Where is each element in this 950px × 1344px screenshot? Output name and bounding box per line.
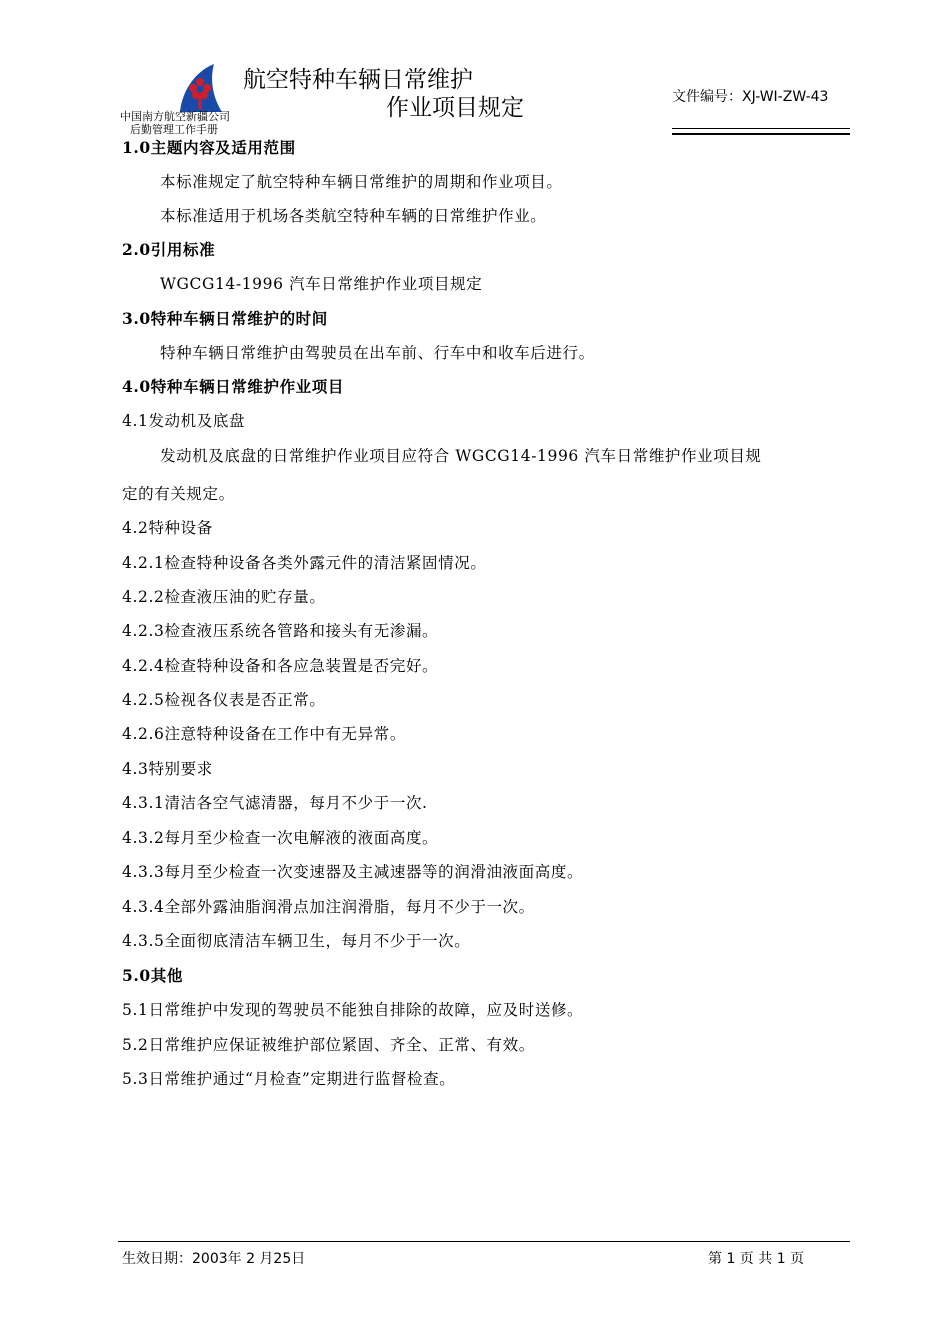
section-5-heading: 5.0其他 bbox=[122, 966, 183, 985]
list-item: 4.2.3检查液压系统各管路和接头有无渗漏。 bbox=[122, 622, 439, 640]
page-title-line2: 作业项目规定 bbox=[386, 95, 524, 121]
section-4-heading: 4.0特种车辆日常维护作业项目 bbox=[122, 377, 344, 396]
document-number: 文件编号：XJ-WI-ZW-43 bbox=[672, 89, 829, 105]
company-name: 中国南方航空新疆公司 bbox=[120, 110, 230, 123]
section-4-3-heading: 4.3特别要求 bbox=[122, 760, 213, 778]
section-2-heading: 2.0引用标准 bbox=[122, 240, 216, 259]
list-item: 5.1日常维护中发现的驾驶员不能独自排除的故障，应及时送修。 bbox=[122, 1001, 584, 1019]
section-4-1-heading: 4.1发动机及底盘 bbox=[122, 412, 246, 430]
section-4-2-heading: 4.2特种设备 bbox=[122, 519, 213, 537]
manual-name: 后勤管理工作手册 bbox=[130, 123, 218, 136]
effective-date: 生效日期：2003年 2 月25日 bbox=[122, 1251, 306, 1267]
list-item: 4.3.2每月至少检查一次电解液的液面高度。 bbox=[122, 829, 439, 847]
list-item: 4.2.6注意特种设备在工作中有无异常。 bbox=[122, 725, 406, 743]
section-1-heading: 1.0主题内容及适用范围 bbox=[122, 138, 296, 157]
section-4-1-para-line1: 发动机及底盘的日常维护作业项目应符合 WGCG14-1996 汽车日常维护作业项目规 bbox=[160, 447, 762, 465]
list-item: 5.3日常维护通过“月检查”定期进行监督检查。 bbox=[122, 1070, 456, 1088]
list-item: 4.3.3每月至少检查一次变速器及主减速器等的润滑油液面高度。 bbox=[122, 863, 584, 881]
section-1-para-2: 本标准适用于机场各类航空特种车辆的日常维护作业。 bbox=[160, 207, 547, 225]
section-2-reference: WGCG14-1996 汽车日常维护作业项目规定 bbox=[160, 275, 483, 293]
list-item: 4.3.1清洁各空气滤清器，每月不少于一次. bbox=[122, 794, 428, 812]
list-item: 4.3.5全面彻底清洁车辆卫生，每月不少于一次。 bbox=[122, 932, 471, 950]
list-item: 4.2.5检视各仪表是否正常。 bbox=[122, 691, 326, 709]
section-1-para-1: 本标准规定了航空特种车辆日常维护的周期和作业项目。 bbox=[160, 173, 563, 191]
section-3-heading: 3.0特种车辆日常维护的时间 bbox=[122, 309, 328, 328]
header-rule-top bbox=[672, 128, 850, 129]
airline-logo-icon bbox=[176, 62, 226, 114]
section-4-1-para-line2: 定的有关规定。 bbox=[122, 485, 235, 503]
list-item: 5.2日常维护应保证被维护部位紧固、齐全、正常、有效。 bbox=[122, 1036, 535, 1054]
header-rule-bottom bbox=[672, 133, 850, 135]
footer-rule bbox=[118, 1241, 850, 1242]
section-3-para-1: 特种车辆日常维护由驾驶员在出车前、行车中和收车后进行。 bbox=[160, 344, 595, 362]
page-info: 第 1 页 共 1 页 bbox=[708, 1251, 805, 1267]
list-item: 4.2.2检查液压油的贮存量。 bbox=[122, 588, 326, 606]
list-item: 4.3.4全部外露油脂润滑点加注润滑脂，每月不少于一次。 bbox=[122, 898, 535, 916]
list-item: 4.2.4检查特种设备和各应急装置是否完好。 bbox=[122, 657, 439, 675]
page-title-line1: 航空特种车辆日常维护 bbox=[243, 67, 473, 93]
list-item: 4.2.1检查特种设备各类外露元件的清洁紧固情况。 bbox=[122, 554, 487, 572]
